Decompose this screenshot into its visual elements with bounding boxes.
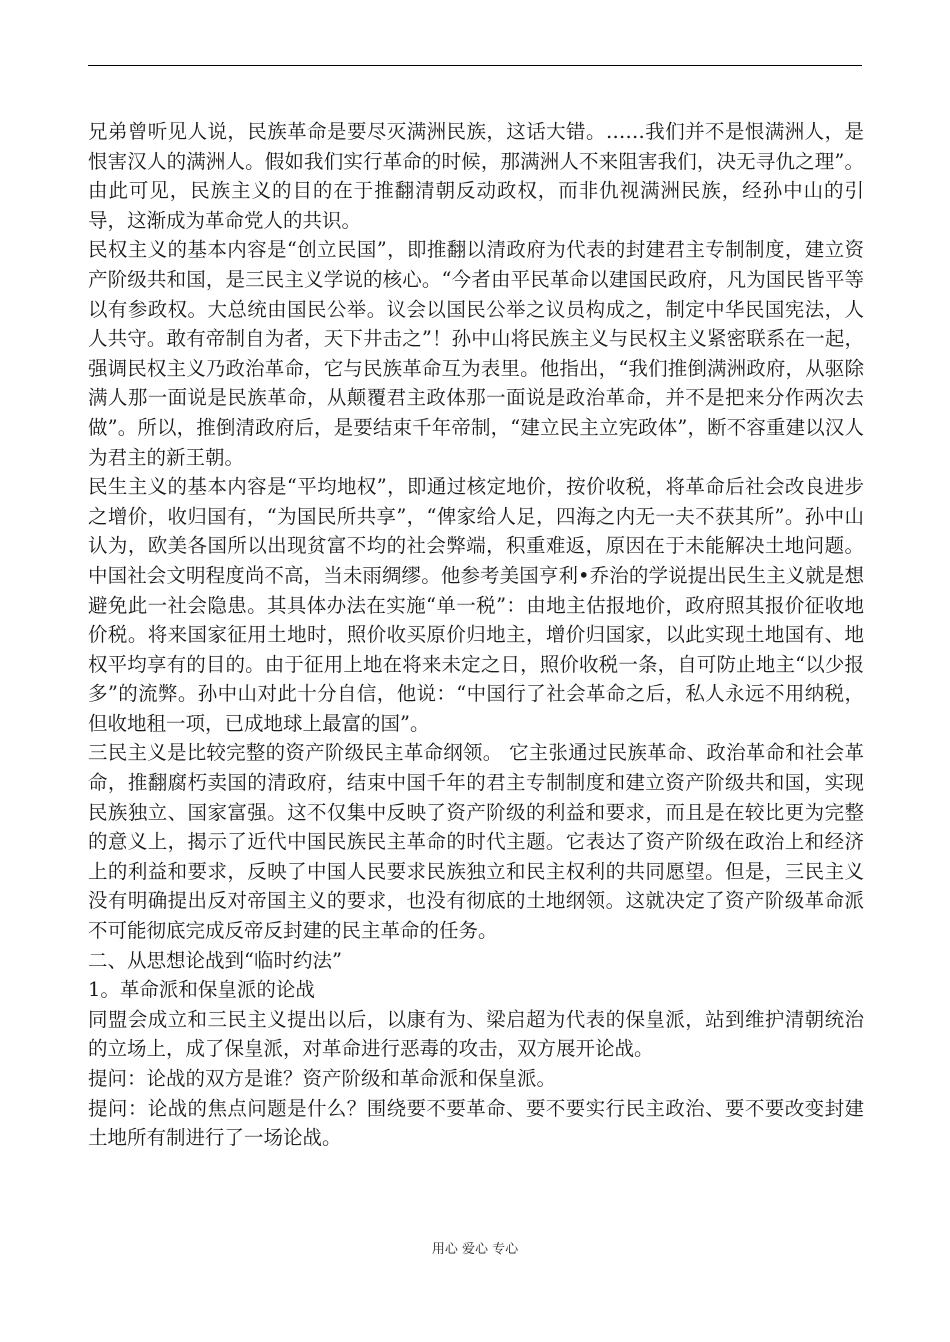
header-rule [88,65,862,66]
section-heading: 二、从思想论战到“临时约法” [88,948,342,972]
paragraph-livelihood: 民生主义的基本内容是“平均地权”，即通过核定地价，按价收税，将革命后社会改良进步之增价，收归国有，“为国民所共享”，“俾家给人足，四海之内无一夫不获其所”。孙中山认为，欧美各国所以出现贫富不均的社会弊端，积重难返，原因在于未能解决土地问题。中国社会文明程度尚不高，当未雨绸缪。他参考美国亨利•乔治的学说提出民生主义就是想避免此一社会隐患。其具体办法在实施“单一税”：由地主估报地价，政府照其报价征收地价税。将来国家征用土地时，照价收买原价归地主，增价归国家，以此实现土地国有、地权平均享有的目的。由于征用上地在将来未定之日，照价收税一条，自可防止地主“以少报多”的流弊。孙中山对此十分自信，他说：“中国行了社会革命之后，私人永远不用纳税，但收地租一项，已成地球上最富的国”。 [88,475,864,735]
question-debate-focus: 提问：论战的焦点问题是什么？围绕要不要革命、要不要实行民主政治、要不要改变封建土地所有制进行了一场论战。 [88,1096,864,1150]
paragraph-three-principles-assessment: 三民主义是比较完整的资产阶级民主革命纲领。 它主张通过民族革命、政治革命和社会革命，推翻腐朽卖国的清政府，结束中国千年的君主专制制度和建立资产阶级共和国，实现民族独立、国家富强。这不仅集中反映了资产阶级的利益和要求，而且是在较比更为完整的意义上，揭示了近代中国民族民主革命的时代主题。它表达了资产阶级在政治上和经济上的利益和要求，反映了中国人民要求民族独立和民主权利的共同愿望。但是，三民主义没有明确提出反对帝国主义的要求，也没有彻底的土地纲领。这就决定了资产阶级革命派不可能彻底完成反帝反封建的民主革命的任务。 [88,741,864,943]
subsection-heading: 1。革命派和保皇派的论战 [88,978,315,1002]
question-debate-sides: 提问：论战的双方是谁？资产阶级和革命派和保皇派。 [88,1067,557,1090]
paragraph-debate-intro: 同盟会成立和三民主义提出以后，以康有为、梁启超为代表的保皇派，站到维护清朝统治的立场上，成了保皇派，对革命进行恶毒的攻击，双方展开论战。 [88,1007,864,1061]
paragraph-democracy: 民权主义的基本内容是“创立民国”，即推翻以清政府为代表的封建君主专制制度，建立资产阶级共和国，是三民主义学说的核心。“今者由平民革命以建国民政府，凡为国民皆平等以有参政权。大总统由国民公举。议会以国民公举之议员构成之，制定中华民国宪法，人人共守。敢有帝制自为者，天下井击之”！孙中山将民族主义与民权主义紧密联系在一起，强调民权主义乃政治革命，它与民族革命互为表里。他指出，“我们推倒满洲政府，从驱除满人那一面说是民族革命，从颠覆君主政体那一面说是政治革命，并不是把来分作两次去做”。所以，推倒清政府后，是要结束千年帝制，“建立民主立宪政体”，断不容重建以汉人为君主的新王朝。 [88,238,864,469]
page-footer: 用心 爱心 专心 [431,1242,519,1257]
paragraph-nationalism-end: 兄弟曾听见人说，民族革命是要尽灭满洲民族，这话大错。……我们并不是恨满洲人，是恨害汉人的满洲人。假如我们实行革命的时候，那满洲人不来阻害我们，决无寻仇之理”。由此可见，民族主义的目的在于推翻清朝反动政权，而非仇视满洲民族，经孙中山的引导，这渐成为革命党人的共识。 [88,120,864,232]
body-text [88,117,864,1153]
